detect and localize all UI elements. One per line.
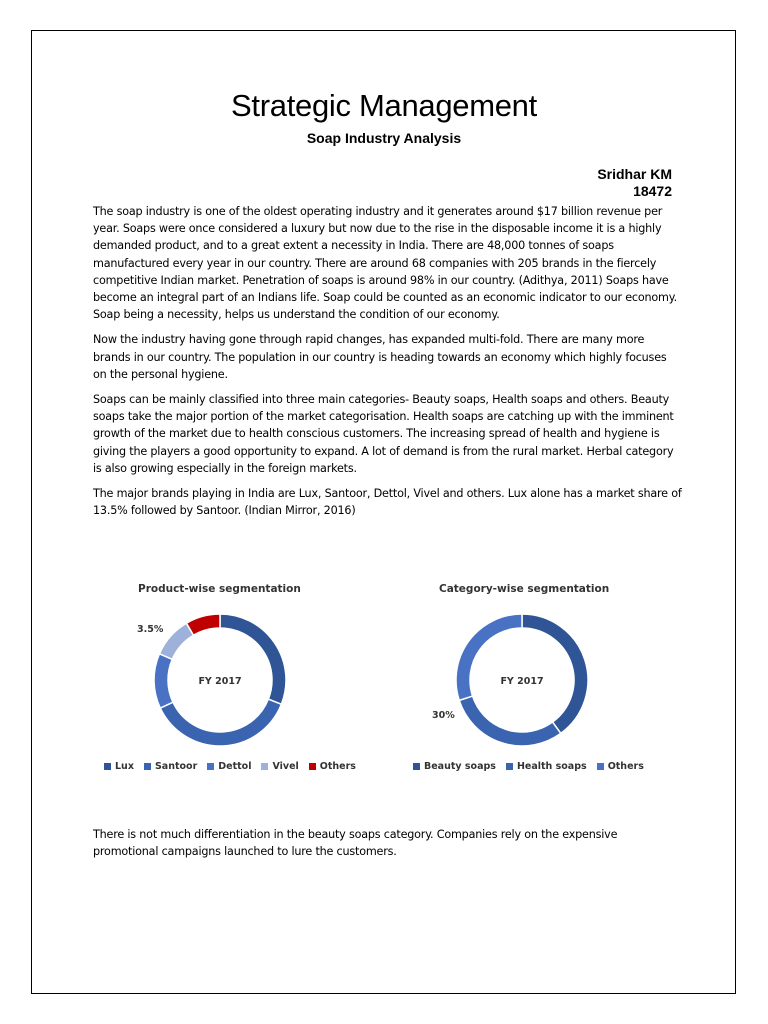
legend-item — [309, 761, 356, 772]
donut-slice-beauty-soaps — [522, 614, 588, 733]
legend-label: Santoor — [154, 761, 198, 772]
legend-swatch — [261, 763, 268, 770]
paragraph: The major brands playing in India are Lux, Santoor, Dettol, Vivel and others. Lux alone has a market share of 13.5% followed by Santoor. (Indian Mirror, 2016) — [93, 487, 682, 518]
legend-label: Others — [319, 761, 356, 772]
page-subtitle: Soap Industry Analysis — [306, 130, 462, 146]
legend-item — [104, 761, 134, 772]
legend-label: Beauty soaps — [424, 761, 496, 772]
legend-swatch — [144, 763, 151, 770]
legend-item — [413, 761, 496, 772]
legend-label: Dettol — [218, 761, 252, 772]
legend-label: Health soaps — [516, 761, 587, 772]
category-chart-legend — [413, 761, 644, 772]
data-label-vivel: 3.5% — [137, 624, 164, 635]
chart-title-product: Product-wise segmentation — [138, 583, 301, 595]
donut-slice-lux — [220, 614, 286, 704]
legend-swatch — [104, 763, 111, 770]
legend-item — [597, 761, 644, 772]
legend-item — [207, 761, 251, 772]
donut-slice-health-soaps — [459, 696, 561, 746]
chart-title-category: Category-wise segmentation — [439, 583, 610, 595]
legend-swatch — [506, 763, 513, 770]
legend-swatch — [309, 763, 316, 770]
chart-center-label: FY 2017 — [198, 676, 242, 687]
product-donut-chart — [140, 605, 300, 755]
legend-item — [506, 761, 587, 772]
legend-swatch — [207, 763, 214, 770]
page-title: Strategic Management — [231, 88, 537, 123]
paragraph: Now the industry having gone through rapid changes, has expanded multi-fold. There are many more brands in our country. The population in our country is heading towards an economy which highly focuses on the personal hygiene. — [93, 333, 667, 381]
product-chart-legend — [104, 761, 356, 772]
donut-slice-others — [186, 614, 220, 635]
legend-label: Others — [607, 761, 644, 772]
body-text — [93, 203, 683, 527]
category-donut-chart — [442, 605, 602, 755]
paragraph: Soaps can be mainly classified into three main categories- Beauty soaps, Health soaps and others. Beauty soaps take the major portion of the market categorisation. Health soaps are catching up with the imminent growth of the market due to health conscious customers. The increasing spread of health and hygiene is giving the players a good opportunity to expand. A lot of demand is from the rural market. Herbal category is also growing especially in the foreign markets. — [93, 393, 674, 475]
legend-swatch — [413, 763, 420, 770]
legend-swatch — [597, 763, 604, 770]
author-name: Sridhar KM — [597, 166, 672, 182]
author-block — [597, 166, 672, 200]
legend-item — [144, 761, 197, 772]
legend-label: Lux — [115, 761, 134, 772]
paragraph: The soap industry is one of the oldest operating industry and it generates around $17 billion revenue per year. Soaps were once considered a luxury but now due to the rise in the disposable income it is a highly demanded product, and to a great extent a necessity in India. There are 48,000 tonnes of soaps manufactured every year in our country. There are around 68 companies with 205 brands in the fiercely competitive Indian market. Penetration of soaps is around 98% in our country. (Adithya, 2011) Soaps have become an integral part of an Indians life. Soap could be counted as an economic indicator to our economy. Soap being a necessity, helps us understand the condition of our economy. — [93, 205, 677, 322]
closing-paragraph: There is not much differentiation in the beauty soaps category. Companies rely on the expensive promotional campaigns launched to lure the customers. — [93, 828, 618, 859]
legend-label: Vivel — [272, 761, 299, 772]
donut-slice-dettol — [154, 654, 173, 708]
chart-center-label: FY 2017 — [500, 676, 544, 687]
donut-slice-santoor — [160, 699, 281, 746]
data-label-health: 30% — [432, 710, 455, 721]
author-id: 18472 — [633, 183, 672, 199]
donut-slice-vivel — [159, 623, 193, 659]
legend-item — [261, 761, 298, 772]
donut-slice-others — [456, 614, 522, 700]
